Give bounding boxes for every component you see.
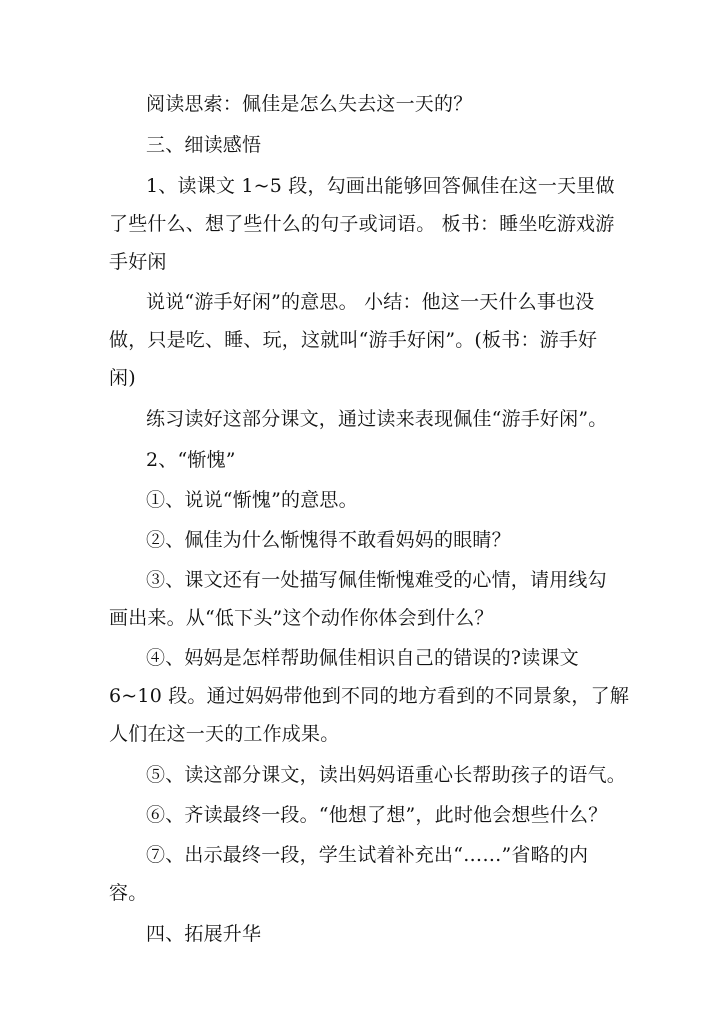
section-heading: 三、细读感悟: [146, 134, 262, 156]
paragraph-line: 阅读思索：佩佳是怎么失去这一天的？: [146, 93, 473, 115]
paragraph-line: 画出来。从“低下头”这个动作你体会到什么？: [109, 607, 494, 629]
paragraph-line: 说说“游手好闲”的意思。 小结：他这一天什么事也没: [146, 291, 595, 313]
list-item: ⑦、出示最终一段，学生试着补充出“……”省略的内: [146, 844, 589, 866]
paragraph-line: 了些什么、想了些什么的句子或词语。 板书：睡坐吃游戏游: [109, 213, 615, 235]
section-heading: 四、拓展升华: [146, 923, 262, 945]
list-item: ②、佩佳为什么惭愧得不敢看妈妈的眼睛？: [146, 529, 511, 551]
paragraph-line: 闲): [109, 367, 136, 389]
paragraph-line: 容。: [109, 882, 148, 904]
paragraph-line: 人们在这一天的工作成果。: [109, 723, 340, 745]
list-item: ④、妈妈是怎样帮助佩佳相识自己的错误的?读课文: [146, 647, 579, 669]
paragraph-line: 练习读好这部分课文，通过读来表现佩佳“游手好闲”。: [146, 408, 608, 430]
list-item: ③、课文还有一处描写佩佳惭愧难受的心情，请用线勾: [146, 569, 607, 591]
list-item: ⑤、读这部分课文，读出妈妈语重心长帮助孩子的语气。: [146, 764, 627, 786]
paragraph-line: 做，只是吃、睡、玩，这就叫“游手好闲”。(板书：游手好: [109, 329, 598, 351]
paragraph-line: 手好闲: [109, 251, 167, 273]
paragraph-line: 6~10 段。通过妈妈带他到不同的地方看到的不同景象，了解: [109, 685, 630, 707]
list-item: ⑥、齐读最终一段。“他想了想”，此时他会想些什么？: [146, 804, 608, 826]
list-item: ①、说说“惭愧”的意思。: [146, 489, 358, 511]
section-heading: 2、“惭愧”: [146, 449, 236, 471]
paragraph-line: 1、读课文 1~5 段，勾画出能够回答佩佳在这一天里做: [146, 175, 615, 197]
